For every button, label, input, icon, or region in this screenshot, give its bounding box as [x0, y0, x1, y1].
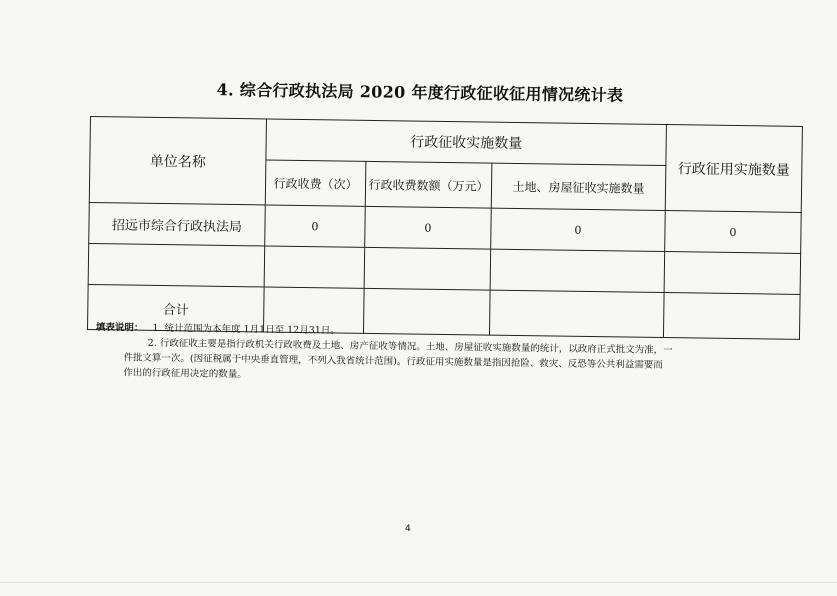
statistics-table-wrapper: [87, 116, 802, 340]
header-collection-group: 行政征收实施数量: [266, 119, 667, 166]
fill-instructions: [95, 320, 756, 389]
notes-line-2: 2. 行政征收主要是指行政机关行政收费及土地、房产征收等情况。土地、房屋征收实施数量的统计，以政府正式批文为准，一: [147, 337, 673, 357]
statistics-table: [87, 116, 803, 340]
notes-line-3: 件批文算一次。(因征税属于中央垂直管理，不列入我省统计范围)。行政征用实施数量是指因抢险、救灾、反恐等公共利益需要而: [123, 352, 663, 371]
cell-requisition: 0: [665, 211, 802, 254]
subheader-land-count: 土地、房屋征收实施数量: [491, 163, 666, 210]
notes-text-1: 1. 统计范围为本年度 1月1日至 12月31日。: [152, 322, 340, 337]
cell-fee-amount: [364, 247, 491, 290]
header-requisition: 行政征用实施数量: [665, 125, 802, 213]
cell-fee-count: [264, 246, 365, 288]
cell-land-count: [490, 249, 665, 292]
cell-unit-name: 招远市综合行政执法局: [89, 202, 266, 245]
total-label: 合计: [88, 284, 265, 331]
cell-unit-name: [88, 243, 265, 286]
subheader-fee-amount: 行政收费数额（万元）: [365, 161, 492, 208]
header-unit-name: 单位名称: [89, 117, 266, 205]
notes-label: 填表说明：: [95, 321, 144, 334]
scan-edge-line: [0, 582, 837, 583]
cell-land-count: 0: [491, 208, 666, 251]
document-title: 4. 综合行政执法局 2020 年度行政征收征用情况统计表: [216, 80, 624, 105]
subheader-fee-count: 行政收费（次）: [265, 160, 366, 206]
page-number: 4: [405, 524, 411, 534]
cell-fee-count: 0: [265, 205, 366, 247]
cell-requisition: [664, 252, 801, 295]
cell-fee-amount: 0: [365, 206, 492, 249]
notes-line-4: 作出的行政征用决定的数量。: [123, 367, 247, 381]
